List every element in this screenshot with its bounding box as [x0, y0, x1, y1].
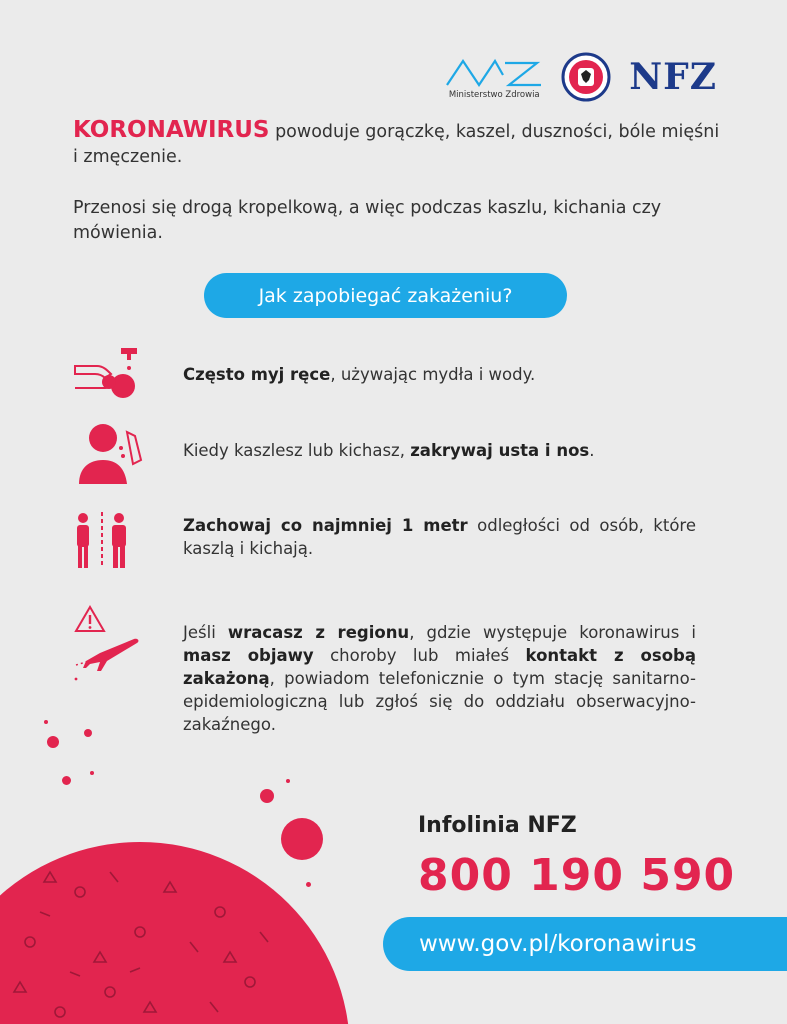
- tip-keep-distance: [183, 514, 696, 560]
- website-link[interactable]: www.gov.pl/koronawirus: [383, 917, 787, 971]
- decor-dot: [44, 720, 48, 724]
- tip-wash-hands-rest: , używając mydła i wody.: [330, 365, 536, 384]
- intro-line1-rest: powoduje gorączkę, kaszel, duszności, bóle mięśni i zmęczenie.: [73, 122, 720, 167]
- tip-cover-mouth: [183, 439, 696, 462]
- travel-warning-icon: [74, 603, 140, 683]
- tip-keep-distance-rest: odległości od osób, które kaszlą i kichają.: [183, 516, 696, 558]
- ministry-logo: [445, 55, 543, 100]
- tip-cover-mouth-rest-1: Kiedy kaszlesz lub kichasz,: [183, 441, 411, 460]
- tip-wash-hands: [183, 363, 696, 386]
- decor-dot: [286, 779, 290, 783]
- ministry-mark-icon: [445, 55, 543, 89]
- decor-dot: [306, 882, 311, 887]
- tip-cover-mouth-bold: zakrywaj usta i nos: [410, 441, 590, 460]
- decor-dot: [260, 789, 274, 803]
- tip-travel-bold-2: masz objawy: [183, 646, 314, 665]
- decor-dot: [47, 736, 59, 748]
- hotline-number[interactable]: 800 190 590: [418, 850, 736, 901]
- sanitary-inspection-seal-icon: [561, 52, 611, 102]
- social-distance-icon: [73, 510, 133, 570]
- hotline-title: Infolinia NFZ: [418, 813, 577, 838]
- prevention-question-banner: Jak zapobiegać zakażeniu?: [204, 273, 567, 318]
- tip-keep-distance-bold: Zachowaj co najmniej 1 metr: [183, 516, 468, 535]
- decorative-big-circle: [0, 842, 350, 1024]
- tip-travel-rest-4: , powiadom telefonicznie o tym stację sanitarno-epidemiologiczną lub zgłoś się do oddziału obserwacyjno-zakaźnego.: [183, 669, 696, 734]
- decor-dot: [281, 818, 323, 860]
- cough-cover-icon: [75, 418, 143, 486]
- decor-dot: [62, 776, 71, 785]
- tip-travel-rest-1: Jeśli: [183, 623, 228, 642]
- decor-dot: [84, 729, 92, 737]
- tip-travel-rest-2: , gdzie występuje koronawirus i: [409, 623, 696, 642]
- intro-brand: KORONAWIRUS: [73, 117, 270, 143]
- tip-travel-symptoms: [183, 621, 696, 736]
- tip-travel-bold-3: kontakt z osobą zakażoną: [183, 646, 696, 688]
- intro-text: [73, 118, 723, 246]
- intro-paragraph-1: [73, 118, 723, 170]
- tip-travel-rest-3: choroby lub miałeś: [313, 646, 526, 665]
- tip-cover-mouth-rest-2: .: [589, 441, 595, 460]
- nfz-logo: NFZ: [629, 56, 717, 98]
- logo-bar: [445, 52, 717, 102]
- ministry-caption: Ministerstwo Zdrowia: [448, 89, 540, 100]
- intro-paragraph-2: Przenosi się drogą kropelkową, a więc podczas kaszlu, kichania czy mówienia.: [73, 198, 662, 243]
- confetti-pattern-icon: [0, 842, 350, 1024]
- decor-dot: [90, 771, 94, 775]
- tip-travel-bold-1: wracasz z regionu: [227, 623, 410, 642]
- tip-wash-hands-bold: Często myj ręce: [183, 365, 331, 384]
- hand-washing-icon: [73, 344, 145, 400]
